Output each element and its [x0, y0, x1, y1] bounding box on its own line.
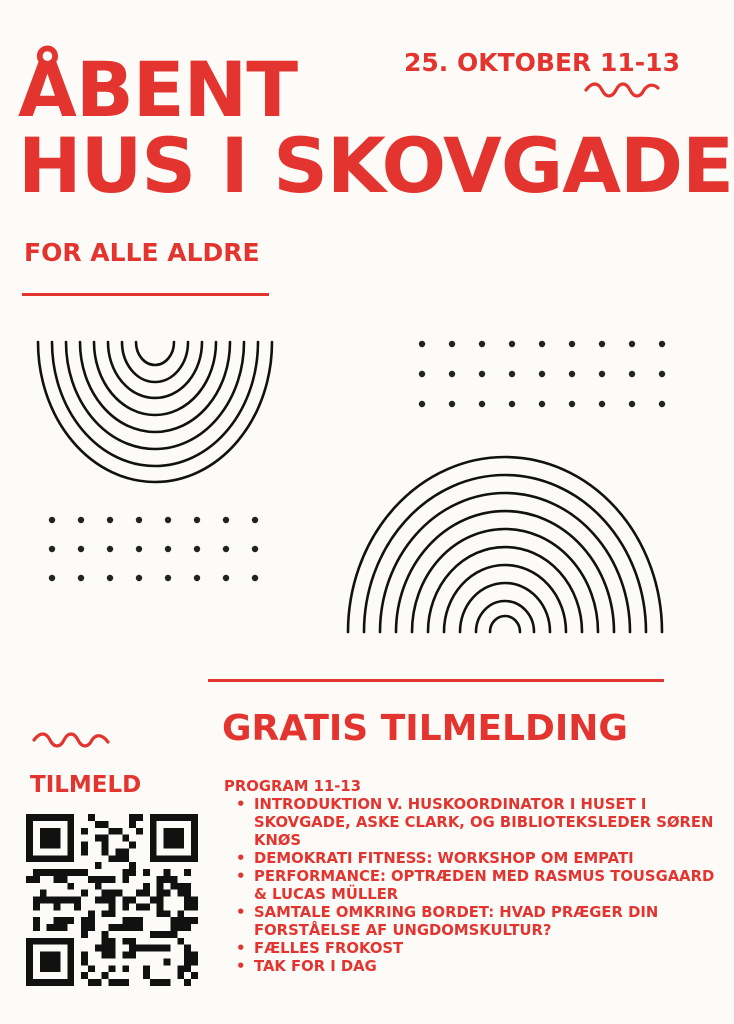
decor-dot	[78, 517, 84, 523]
event-date: 25. OKTOBER 11-13	[404, 48, 680, 77]
decor-dot	[479, 401, 485, 407]
decor-dot	[107, 517, 113, 523]
title-line-2: HUS I SKOVGADE	[18, 121, 734, 210]
decor-dot	[629, 401, 635, 407]
decor-dot	[49, 546, 55, 552]
divider-top	[22, 293, 269, 296]
decor-dot	[136, 546, 142, 552]
decor-dot	[599, 341, 605, 347]
decor-dot	[539, 401, 545, 407]
concentric-bowl-decoration	[30, 338, 280, 493]
decor-dot	[78, 575, 84, 581]
decor-dot	[194, 575, 200, 581]
program-item: • SAMTALE OMKRING BORDET: HVAD PRÆGER DIN FORSTÅELSE AF UNGDOMSKULTUR?	[254, 904, 724, 940]
decor-dot	[659, 401, 665, 407]
program-item: • INTRODUKTION V. HUSKOORDINATOR I HUSET I SKOVGADE, ASKE CLARK, OG BIBLIOTEKSLEDER SØREN KNØS	[254, 796, 724, 850]
divider-bottom	[208, 679, 664, 682]
decor-dot	[569, 401, 575, 407]
decor-dot	[479, 341, 485, 347]
decor-dot	[49, 517, 55, 523]
title-line-1: ÅBENT	[18, 45, 298, 134]
decor-dot	[78, 546, 84, 552]
signup-heading: GRATIS TILMELDING	[222, 708, 628, 749]
program-item: • PERFORMANCE: OPTRÆDEN MED RASMUS TOUSGAARD & LUCAS MÜLLER	[254, 868, 724, 904]
program-item: • DEMOKRATI FITNESS: WORKSHOP OM EMPATI	[254, 850, 724, 868]
decor-dot	[136, 575, 142, 581]
decor-dot	[449, 341, 455, 347]
decor-dot	[165, 575, 171, 581]
decor-dot	[419, 401, 425, 407]
decor-dot	[165, 546, 171, 552]
decor-dot	[659, 371, 665, 377]
decor-dot	[509, 371, 515, 377]
program-list	[224, 796, 724, 976]
decor-dot	[569, 371, 575, 377]
decor-dot	[49, 575, 55, 581]
squiggle-decoration-bottom	[30, 730, 114, 754]
squiggle-decoration-top	[582, 80, 662, 104]
decor-dot	[659, 341, 665, 347]
decor-dot	[252, 575, 258, 581]
decor-dot	[136, 517, 142, 523]
qr-label: TILMELD	[30, 772, 142, 798]
decor-dot	[569, 341, 575, 347]
decor-dot	[539, 371, 545, 377]
program-item: • FÆLLES FROKOST	[254, 940, 724, 958]
decor-dot	[194, 517, 200, 523]
decor-dot	[629, 341, 635, 347]
decor-dot	[165, 517, 171, 523]
program-item: • TAK FOR I DAG	[254, 958, 724, 976]
subtitle: FOR ALLE ALDRE	[24, 238, 260, 267]
decor-dot	[479, 371, 485, 377]
decor-dot	[252, 517, 258, 523]
decor-dot	[252, 546, 258, 552]
decor-dot	[419, 341, 425, 347]
dot-grid-decoration-right	[412, 334, 672, 414]
decor-dot	[629, 371, 635, 377]
decor-dot	[509, 341, 515, 347]
dot-grid-decoration-left	[42, 510, 272, 590]
decor-dot	[449, 401, 455, 407]
qr-code-icon[interactable]	[26, 814, 198, 986]
program-heading: PROGRAM 11-13	[224, 778, 362, 795]
decor-dot	[449, 371, 455, 377]
decor-dot	[223, 517, 229, 523]
decor-dot	[539, 341, 545, 347]
decor-dot	[107, 546, 113, 552]
program-section	[224, 778, 724, 976]
decor-dot	[599, 371, 605, 377]
decor-dot	[599, 401, 605, 407]
concentric-arch-decoration	[340, 450, 670, 640]
decor-dot	[509, 401, 515, 407]
decor-dot	[223, 546, 229, 552]
decor-dot	[107, 575, 113, 581]
decor-dot	[419, 371, 425, 377]
decor-dot	[194, 546, 200, 552]
decor-dot	[223, 575, 229, 581]
